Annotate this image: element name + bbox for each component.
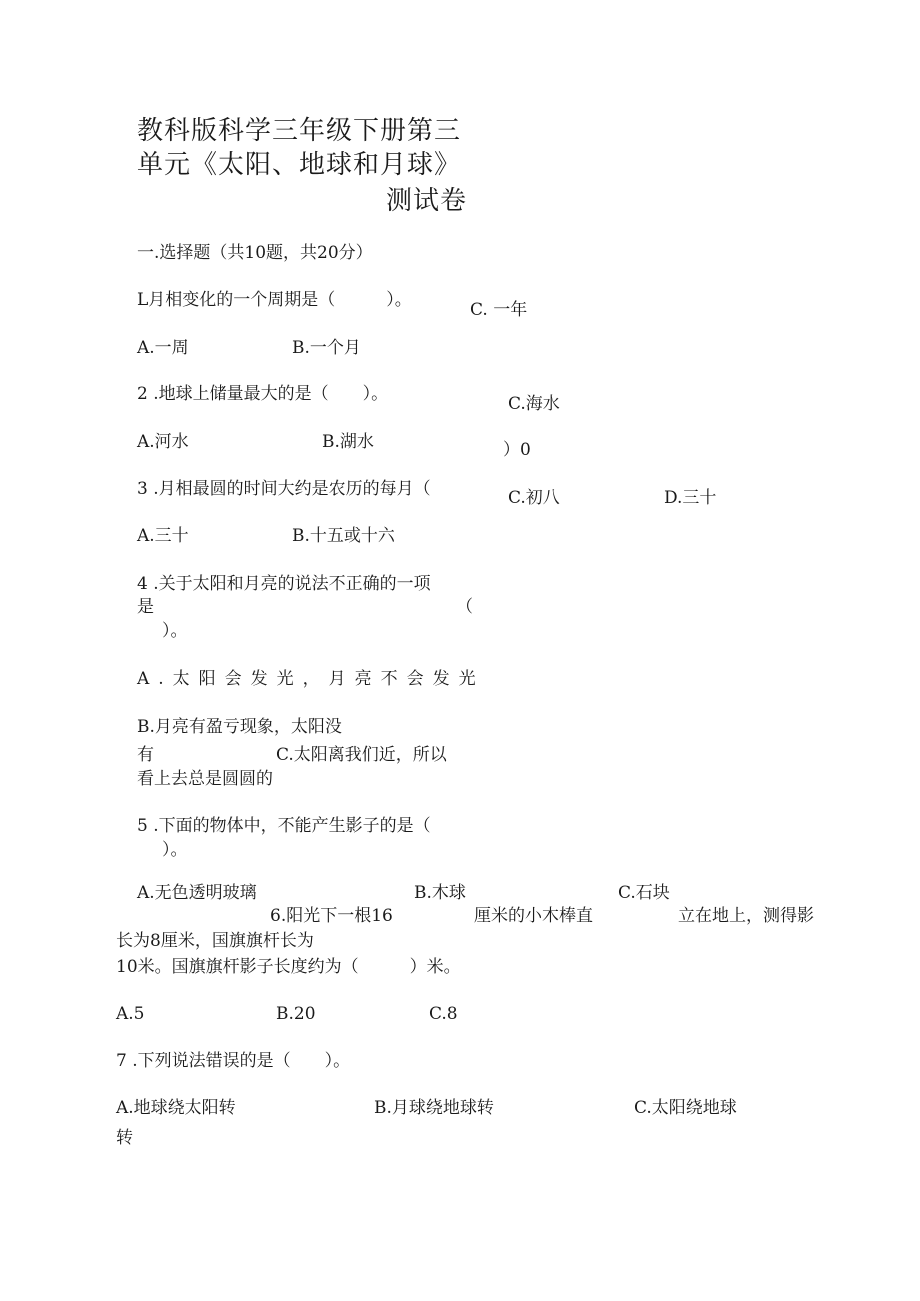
q4-option-b-line-2: 有 (137, 745, 154, 765)
title-line-3: 测试卷 (386, 186, 468, 216)
q6-option-a: A.5 (116, 1004, 145, 1024)
q5-option-c: C.石块 (618, 883, 670, 903)
q6-option-c: C.8 (429, 1004, 458, 1024)
q1-option-a: A.一周 (137, 338, 189, 358)
q7-stem: 7 .下列说法错误的是（ ）。 (116, 1051, 351, 1071)
q7-option-b: B.月球绕地球转 (374, 1098, 494, 1118)
q6-stem-part-3: 立在地上，测得影 (678, 906, 814, 926)
q4-paren-open: （ (456, 597, 473, 617)
q4-stem-line-1: 4 .关于太阳和月亮的说法不正确的一项 (137, 574, 431, 594)
q5-option-a: A.无色透明玻璃 (137, 883, 257, 903)
q3-option-a: A.三十 (137, 526, 189, 546)
title-line-2: 单元《太阳、地球和月球》 (137, 150, 462, 180)
q4-paren-close: ）。 (162, 621, 188, 641)
q1-option-c: C. 一年 (470, 300, 528, 320)
q4-option-b-line-1: B.月亮有盈亏现象，太阳没 (137, 717, 342, 737)
q4-option-c-line-1: C.太阳离我们近，所以 (276, 745, 447, 765)
q5-stem: 5 .下面的物体中，不能产生影子的是（ (137, 816, 431, 836)
q2-option-c: C.海水 (508, 394, 560, 414)
q6-stem-line-2: 长为8厘米，国旗旗杆长为 (116, 931, 314, 951)
q3-option-b: B.十五或十六 (292, 526, 395, 546)
q6-stem-line-3: 10米。国旗旗杆影子长度约为（ ）米。 (116, 957, 461, 977)
q3-stem: 3 .月相最圆的时间大约是农历的每月（ (137, 479, 431, 499)
q6-stem-part-2: 厘米的小木棒直 (474, 906, 593, 926)
q5-option-b: B.木球 (414, 883, 466, 903)
section-heading: 一.选择题（共10题，共20分） (137, 243, 373, 263)
q6-stem-part-1: 6.阳光下一根16 (270, 906, 393, 926)
q3-stem-tail: ）0 (503, 440, 531, 460)
q4-stem-line-2: 是 (137, 597, 154, 617)
q3-option-d: D.三十 (664, 488, 717, 508)
q7-option-c: C.太阳绕地球 (634, 1098, 737, 1118)
q1-option-b: B.一个月 (292, 338, 361, 358)
q5-stem-close: ）。 (162, 840, 188, 860)
q2-stem: 2 .地球上储量最大的是（ ）。 (137, 384, 389, 404)
q6-option-b: B.20 (276, 1004, 316, 1024)
q7-option-a: A.地球绕太阳转 (116, 1098, 236, 1118)
title-line-1: 教科版科学三年级下册第三 (137, 116, 462, 146)
q2-option-a: A.河水 (137, 432, 189, 452)
q3-option-c: C.初八 (508, 488, 560, 508)
q7-option-c-line-2: 转 (116, 1128, 133, 1148)
q2-option-b: B.湖水 (322, 432, 374, 452)
q1-stem: L月相变化的一个周期是（ ）。 (137, 290, 412, 310)
q4-option-a: A.太阳会发光，月亮不会发光 (137, 669, 485, 689)
q4-option-c-line-2: 看上去总是圆圆的 (137, 769, 273, 789)
